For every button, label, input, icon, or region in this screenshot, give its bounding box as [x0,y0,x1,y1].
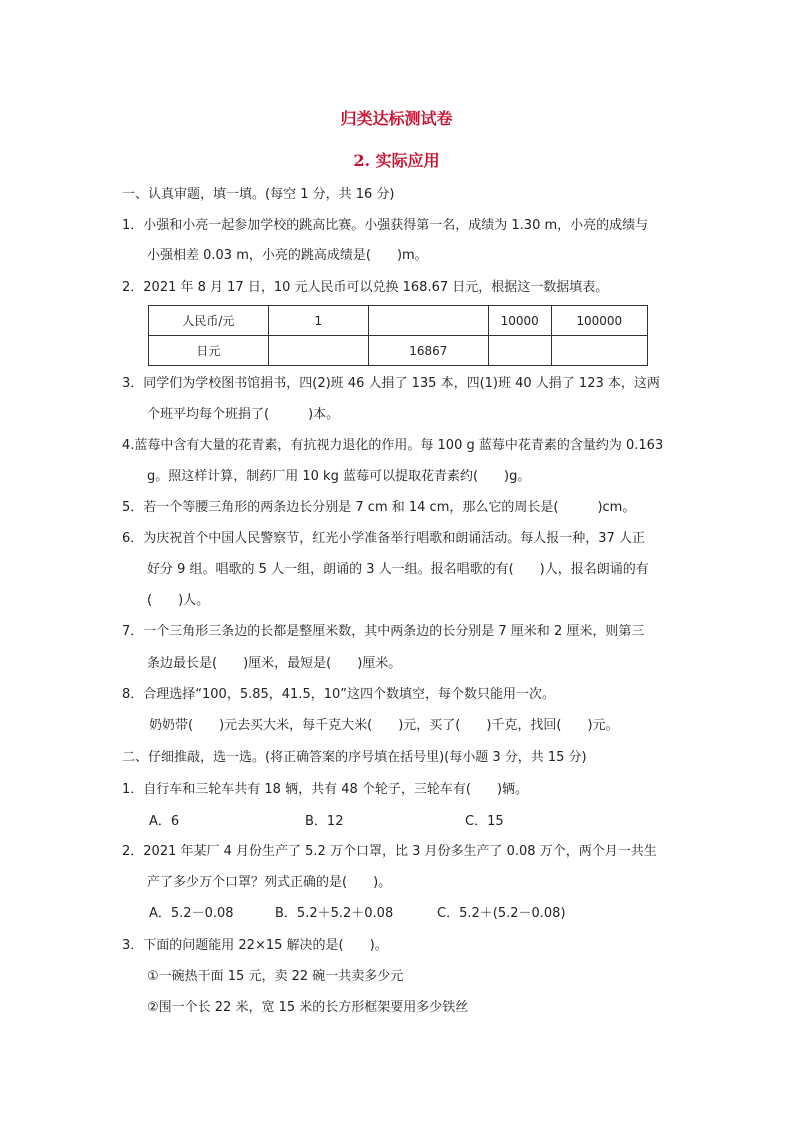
table-cell [368,306,488,336]
choice-option-c: C．5.2＋(5.2－0.08) [437,906,566,921]
exam-subtitle: 2. 实际应用 [353,151,440,170]
choice-option-a: A．5.2－0.08 [149,906,234,921]
choice-option-b: B．12 [305,814,344,829]
question-3-line-1: 3．同学们为学校图书馆捐书，四(2)班 46 人捐了 135 本，四(1)班 40 人捐了 123 本，这两 [122,376,660,391]
question-1-line-2: 小强相差 0.03 m，小亮的跳高成绩是( )m。 [147,248,428,263]
question-4-line-1: 4.蓝莓中含有大量的花青素，有抗视力退化的作用。每 100 g 蓝莓中花青素的含量约为 0.163 [122,438,664,453]
table-cell: 人民币/元 [149,306,269,336]
question-6-line-3: ( )人。 [147,593,210,608]
question-6-line-2: 好分 9 组。唱歌的 5 人一组，朗诵的 3 人一组。报名唱歌的有( )人，报名朗诵的有 [147,562,649,577]
choice-option-a: A．6 [149,814,180,829]
table-cell [488,336,551,366]
choice-question-1: 1．自行车和三轮车共有 18 辆，共有 48 个轮子，三轮车有( )辆。 [122,782,529,797]
question-8-line-1: 8．合理选择“100，5.85，41.5，10”这四个数填空，每个数只能用一次。 [122,687,555,702]
table-cell: 16867 [368,336,488,366]
table-cell: 100000 [551,306,647,336]
exchange-rate-table [148,305,648,366]
choice-option-b: B．5.2＋5.2＋0.08 [275,906,394,921]
table-cell [268,336,368,366]
section1-heading: 一、认真审题，填一填。(每空 1 分，共 16 分) [122,187,395,202]
question-1-line-1: 1．小强和小亮一起参加学校的跳高比赛。小强获得第一名，成绩为 1.30 m，小亮的成绩与 [122,218,649,233]
choice-question-3: 3．下面的问题能用 22×15 解决的是( )。 [122,938,388,953]
choice-item-2: ②围一个长 22 米，宽 15 米的长方形框架要用多少铁丝 [147,1000,469,1015]
table-cell [551,336,647,366]
question-2-line-1: 2．2021 年 8 月 17 日，10 元人民币可以兑换 168.67 日元，根据这一数据填表。 [122,280,609,295]
question-6-line-1: 6．为庆祝首个中国人民警察节，红光小学准备举行唱歌和朗诵活动。每人报一种，37 人正 [122,531,645,546]
question-7-line-1: 7．一个三角形三条边的长都是整厘米数，其中两条边的长分别是 7 厘米和 2 厘米，则第三 [122,624,645,639]
choice-question-2-line-2: 产了多少万个口罩？列式正确的是( )。 [147,875,392,890]
table-row [149,336,648,366]
choice-option-c: C．15 [465,814,504,829]
question-4-line-2: g。照这样计算，制药厂用 10 kg 蓝莓可以提取花青素约( )g。 [147,469,531,484]
choice-question-2-line-1: 2．2021 年某厂 4 月份生产了 5.2 万个口罩，比 3 月份多生产了 0.08 万个，两个月一共生 [122,844,657,859]
question-7-line-2: 条边最长是( )厘米，最短是( )厘米。 [147,656,402,671]
question-8-line-2: 奶奶带( )元去买大米，每千克大米( )元，买了( )千克，找回( )元。 [149,718,619,733]
table-cell: 10000 [488,306,551,336]
choice-item-1: ①一碗热干面 15 元，卖 22 碗一共卖多少元 [147,969,404,984]
table-cell: 日元 [149,336,269,366]
question-3-line-2: 个班平均每个班捐了( )本。 [147,407,340,422]
exam-title: 归类达标测试卷 [340,109,453,128]
table-cell: 1 [268,306,368,336]
section2-heading: 二、仔细推敲，选一选。(将正确答案的序号填在括号里)(每小题 3 分，共 15 分) [122,750,587,765]
question-5: 5．若一个等腰三角形的两条边长分别是 7 cm 和 14 cm，那么它的周长是( )cm。 [122,500,636,515]
table-row [149,306,648,336]
